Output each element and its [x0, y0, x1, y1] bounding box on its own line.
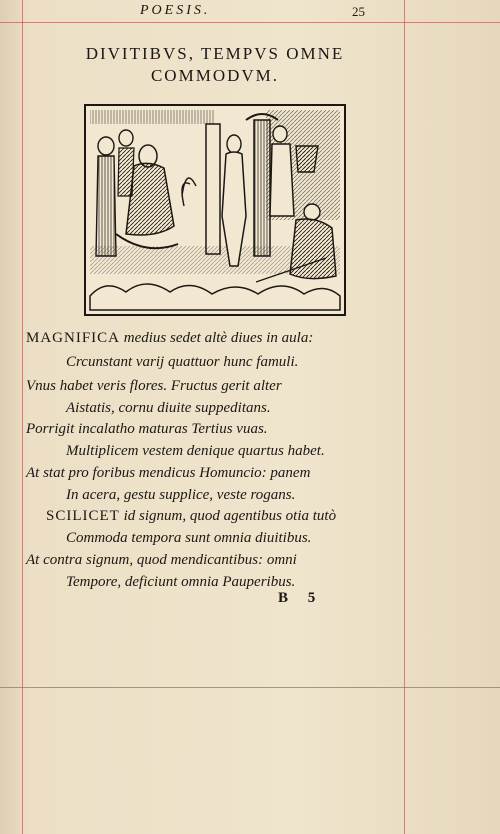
verse-line-10: Commoda tempora sunt omnia diuitibus.	[66, 530, 312, 546]
verse-line-6: Multiplicem vestem denique quartus habet.	[66, 443, 325, 459]
verse-initial: MAGNIFICA	[26, 330, 121, 346]
ruled-line-bottom	[0, 687, 500, 688]
woodcut-image	[86, 106, 344, 314]
page-number: 25	[352, 4, 365, 19]
woodcut-illustration	[84, 104, 346, 316]
verse-text: medius sedet altè diues in aula:	[120, 330, 314, 346]
verse-line-7: At stat pro foribus mendicus Homuncio: panem	[26, 465, 311, 481]
verse-line-12: Tempore, deficiunt omnia Pauperibus.	[66, 574, 296, 590]
verse-line-3: Vnus habet veris flores. Fructus gerit alter	[26, 378, 282, 394]
verse-line-4: Aistatis, cornu diuite suppeditans.	[66, 400, 271, 416]
running-head: POESIS.	[140, 3, 211, 18]
verse-line-8: In acera, gestu supplice, veste rogans.	[66, 487, 296, 503]
verse-line-2: Crcunstant varij quattuor hunc famuli.	[66, 354, 299, 370]
signature-mark: B 5	[278, 590, 324, 606]
verse-line-5: Porrigit incalatho maturas Tertius vuas.	[26, 421, 268, 437]
emblem-title-line-1: DIVITIBVS, TEMPVS OMNE	[85, 44, 345, 63]
ruled-line-top	[0, 22, 500, 23]
verse-initial: SCILICET	[46, 508, 120, 524]
verse-text: id signum, quod agentibus otia tutò	[119, 508, 337, 524]
emblem-title-line-2: COMMODVM.	[150, 66, 280, 85]
verse-line-9	[46, 508, 336, 525]
ruled-line-left	[22, 0, 23, 834]
verse-line-11: At contra signum, quod mendicantibus: omni	[26, 552, 297, 568]
verse-line-1	[26, 330, 313, 347]
ruled-line-right	[404, 0, 405, 834]
